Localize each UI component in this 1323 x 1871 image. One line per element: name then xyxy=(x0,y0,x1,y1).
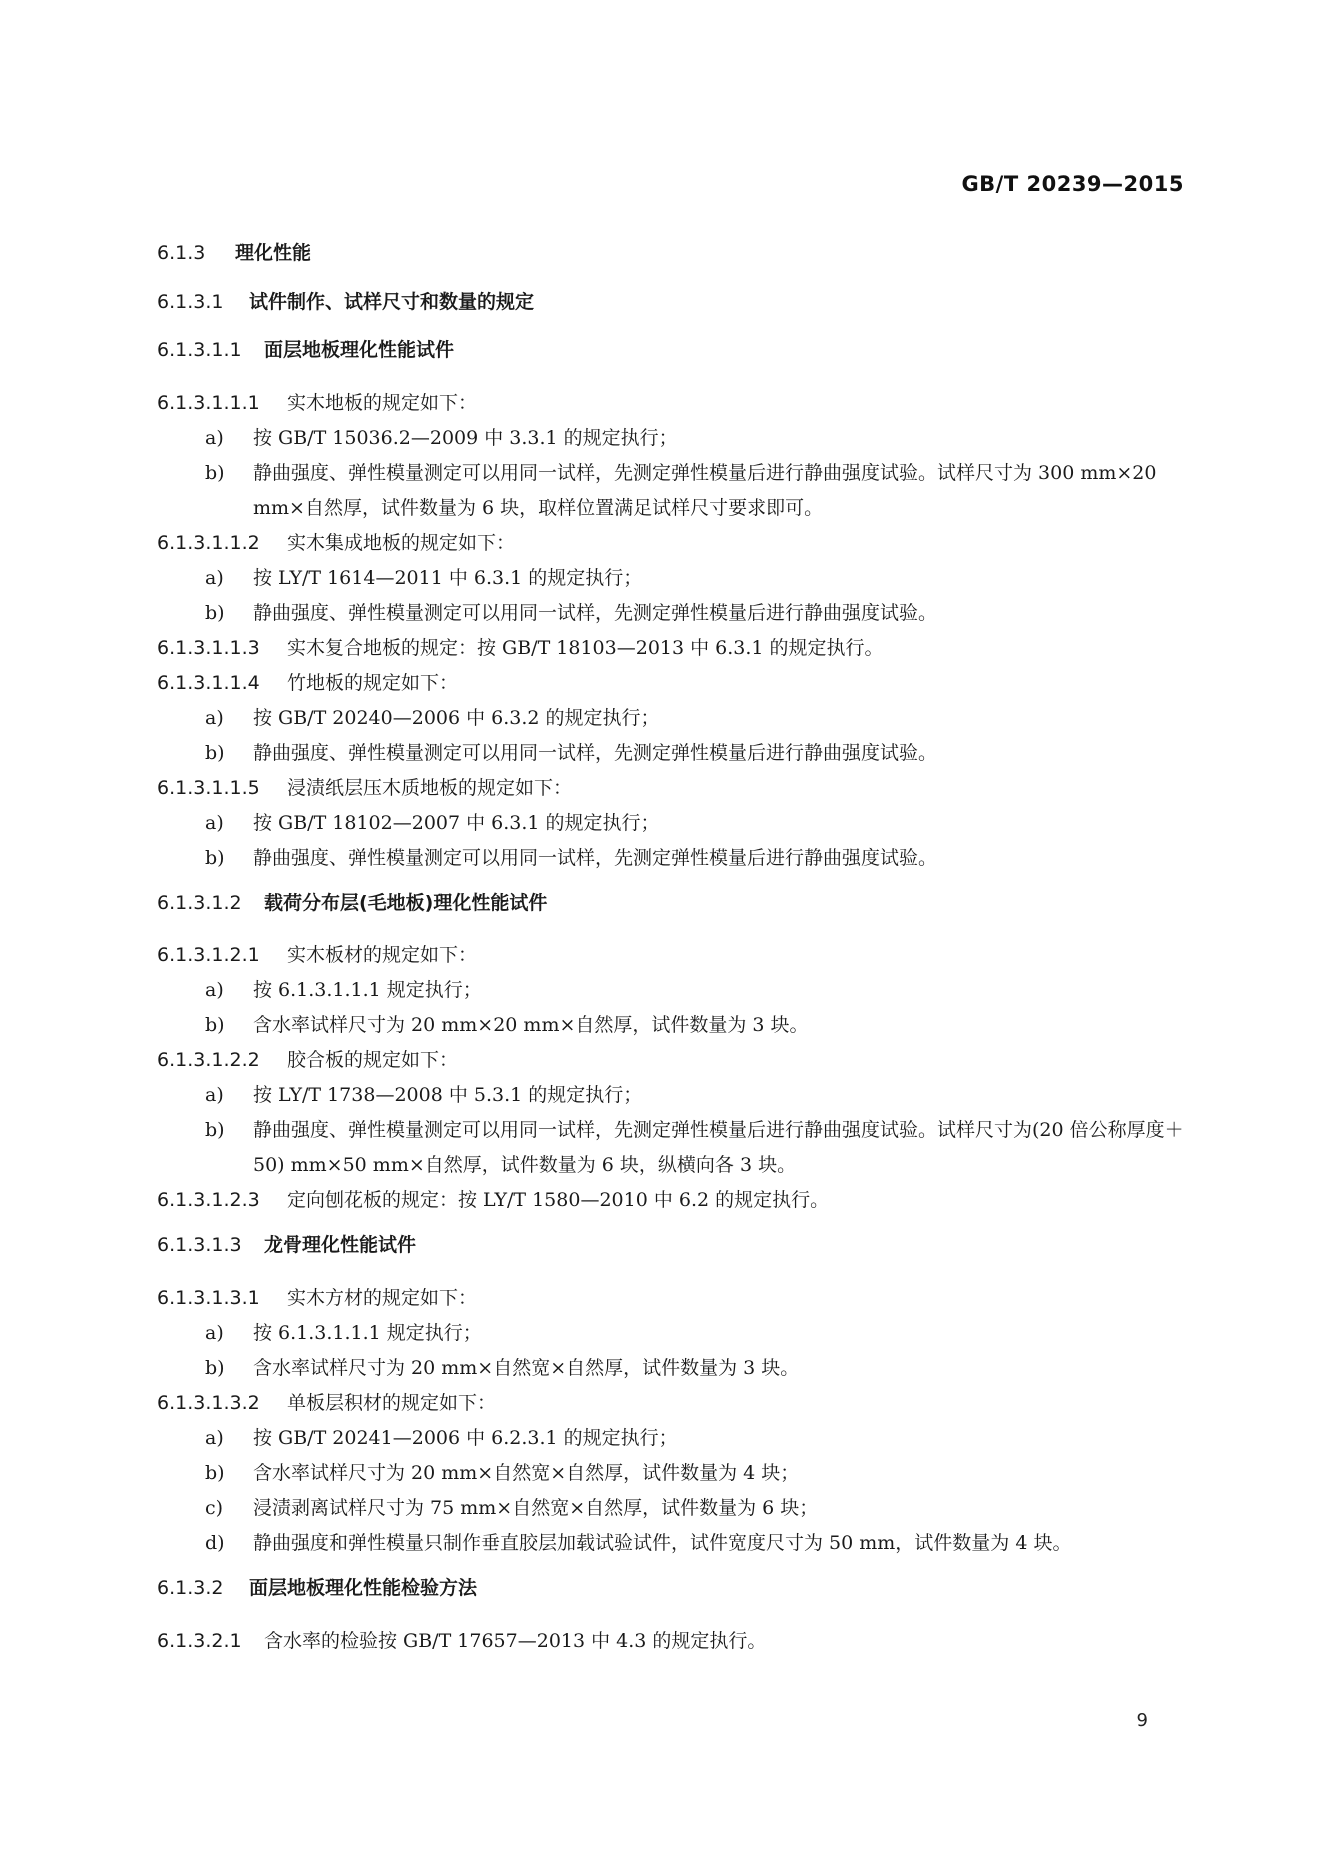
section-heading-6-1-3-1-1 xyxy=(157,337,1187,364)
list-item xyxy=(157,456,1187,526)
section-heading-6-1-3-1 xyxy=(157,289,1187,316)
section-number: 6.1.3.1.1 xyxy=(157,339,242,362)
clause-text: 实木地板的规定如下： xyxy=(287,391,478,414)
clause-6-1-3-1-1-5 xyxy=(157,771,1187,806)
list-item xyxy=(157,1526,1187,1561)
list-item xyxy=(157,1008,1187,1043)
list-marker: a) xyxy=(205,811,224,834)
clause-number: 6.1.3.1.1.5 xyxy=(157,776,260,799)
clause-number: 6.1.3.1.3.2 xyxy=(157,1391,260,1414)
clause-text: 胶合板的规定如下： xyxy=(287,1049,459,1072)
list-item-text: 静曲强度、弹性模量测定可以用同一试样，先测定弹性模量后进行静曲强度试验。试样尺寸为(20 倍公称厚度＋50) mm×50 mm×自然厚，试件数量为 6 块，纵横向各 3 块。 xyxy=(253,1119,1184,1177)
list-item xyxy=(157,841,1187,876)
section-title: 载荷分布层(毛地板)理化性能试件 xyxy=(264,891,548,914)
section-number: 6.1.3.1 xyxy=(157,290,224,313)
section-heading-6-1-3-2 xyxy=(157,1575,1187,1602)
clause-6-1-3-1-2-3 xyxy=(157,1183,1187,1218)
section-number: 6.1.3.1.2 xyxy=(157,891,242,914)
clause-text: 实木复合地板的规定：按 GB/T 18103—2013 中 6.3.1 的规定执行。 xyxy=(287,636,884,659)
clause-number: 6.1.3.1.1.1 xyxy=(157,391,260,414)
list-item xyxy=(157,1316,1187,1351)
list-item xyxy=(157,1456,1187,1491)
list-marker: b) xyxy=(205,1461,225,1484)
list-item-text: 静曲强度、弹性模量测定可以用同一试样，先测定弹性模量后进行静曲强度试验。试样尺寸为 300 mm×20 mm×自然厚，试件数量为 6 块，取样位置满足试样尺寸要求即可。 xyxy=(253,461,1157,519)
clause-text: 实木集成地板的规定如下： xyxy=(287,531,516,554)
section-number: 6.1.3.1.3 xyxy=(157,1234,242,1257)
clause-6-1-3-1-1-3 xyxy=(157,631,1187,666)
list-item-text: 静曲强度、弹性模量测定可以用同一试样，先测定弹性模量后进行静曲强度试验。 xyxy=(253,601,938,624)
list-item-text: 含水率试样尺寸为 20 mm×自然宽×自然厚，试件数量为 3 块。 xyxy=(253,1356,800,1379)
clause-text: 浸渍纸层压木质地板的规定如下： xyxy=(287,776,573,799)
section-title: 试件制作、试样尺寸和数量的规定 xyxy=(249,290,535,313)
clause-text: 竹地板的规定如下： xyxy=(287,671,459,694)
list-item-text: 按 LY/T 1614—2011 中 6.3.1 的规定执行； xyxy=(253,566,643,589)
section-number: 6.1.3.2 xyxy=(157,1576,224,1599)
section-title: 龙骨理化性能试件 xyxy=(264,1234,417,1257)
list-marker: b) xyxy=(205,741,225,764)
document-body xyxy=(157,240,1187,1659)
list-item-text: 按 GB/T 20241—2006 中 6.2.3.1 的规定执行； xyxy=(253,1426,678,1449)
list-marker: b) xyxy=(205,846,225,869)
list-marker: d) xyxy=(205,1531,225,1554)
list-item-text: 浸渍剥离试样尺寸为 75 mm×自然宽×自然厚，试件数量为 6 块； xyxy=(253,1496,819,1519)
list-item-text: 按 6.1.3.1.1.1 规定执行； xyxy=(253,979,482,1002)
list-item xyxy=(157,1491,1187,1526)
clause-6-1-3-1-2-1 xyxy=(157,938,1187,973)
section-title: 理化性能 xyxy=(235,242,312,264)
clause-number: 6.1.3.1.3.1 xyxy=(157,1286,260,1309)
list-marker: a) xyxy=(205,1084,224,1107)
list-marker: a) xyxy=(205,1321,224,1344)
section-number: 6.1.3 xyxy=(157,242,206,264)
clause-number: 6.1.3.1.2.3 xyxy=(157,1189,260,1212)
clause-6-1-3-2-1 xyxy=(157,1624,1187,1659)
list-item-text: 按 GB/T 15036.2—2009 中 3.3.1 的规定执行； xyxy=(253,426,678,449)
clause-6-1-3-1-3-2 xyxy=(157,1386,1187,1421)
list-item xyxy=(157,596,1187,631)
list-item xyxy=(157,973,1187,1008)
clause-6-1-3-1-1-4 xyxy=(157,666,1187,701)
list-marker: c) xyxy=(205,1496,224,1519)
clause-number: 6.1.3.1.1.4 xyxy=(157,671,260,694)
list-marker: b) xyxy=(205,461,225,484)
list-marker: a) xyxy=(205,566,224,589)
clause-number: 6.1.3.1.2.2 xyxy=(157,1049,260,1072)
clause-text: 实木方材的规定如下： xyxy=(287,1286,478,1309)
clause-6-1-3-1-1-1 xyxy=(157,386,1187,421)
list-item-text: 静曲强度、弹性模量测定可以用同一试样，先测定弹性模量后进行静曲强度试验。 xyxy=(253,846,938,869)
section-heading-6-1-3-1-3 xyxy=(157,1232,1187,1259)
list-marker: a) xyxy=(205,1426,224,1449)
section-heading-6-1-3 xyxy=(157,240,1187,267)
list-item xyxy=(157,736,1187,771)
clause-6-1-3-1-1-2 xyxy=(157,526,1187,561)
clause-text: 定向刨花板的规定：按 LY/T 1580—2010 中 6.2 的规定执行。 xyxy=(287,1189,830,1212)
section-title: 面层地板理化性能检验方法 xyxy=(249,1576,478,1599)
clause-number: 6.1.3.2.1 xyxy=(157,1629,242,1652)
list-item xyxy=(157,1113,1187,1183)
list-item xyxy=(157,701,1187,736)
standard-number: GB/T 20239—2015 xyxy=(961,172,1184,196)
list-item xyxy=(157,806,1187,841)
list-marker: b) xyxy=(205,1119,225,1142)
list-marker: a) xyxy=(205,979,224,1002)
clause-number: 6.1.3.1.1.3 xyxy=(157,636,260,659)
list-marker: a) xyxy=(205,706,224,729)
clause-text: 实木板材的规定如下： xyxy=(287,944,478,967)
list-marker: b) xyxy=(205,1356,225,1379)
list-item xyxy=(157,561,1187,596)
list-item-text: 含水率试样尺寸为 20 mm×20 mm×自然厚，试件数量为 3 块。 xyxy=(253,1014,809,1037)
clause-6-1-3-1-2-2 xyxy=(157,1043,1187,1078)
list-item-text: 静曲强度和弹性模量只制作垂直胶层加载试验试件，试件宽度尺寸为 50 mm，试件数量为 4 块。 xyxy=(253,1531,1072,1554)
list-item xyxy=(157,1351,1187,1386)
list-item-text: 含水率试样尺寸为 20 mm×自然宽×自然厚，试件数量为 4 块； xyxy=(253,1461,800,1484)
clause-6-1-3-1-3-1 xyxy=(157,1281,1187,1316)
clause-number: 6.1.3.1.2.1 xyxy=(157,944,260,967)
list-item xyxy=(157,421,1187,456)
section-title: 面层地板理化性能试件 xyxy=(264,339,455,362)
list-marker: b) xyxy=(205,1014,225,1037)
clause-number: 6.1.3.1.1.2 xyxy=(157,531,260,554)
page-number: 9 xyxy=(1136,1710,1148,1731)
list-item-text: 静曲强度、弹性模量测定可以用同一试样，先测定弹性模量后进行静曲强度试验。 xyxy=(253,741,938,764)
list-item xyxy=(157,1078,1187,1113)
section-heading-6-1-3-1-2 xyxy=(157,890,1187,917)
list-item-text: 按 GB/T 18102—2007 中 6.3.1 的规定执行； xyxy=(253,811,660,834)
list-item xyxy=(157,1421,1187,1456)
clause-text: 含水率的检验按 GB/T 17657—2013 中 4.3 的规定执行。 xyxy=(264,1629,767,1652)
clause-text: 单板层积材的规定如下： xyxy=(287,1391,497,1414)
list-marker: a) xyxy=(205,426,224,449)
list-item-text: 按 GB/T 20240—2006 中 6.3.2 的规定执行； xyxy=(253,706,660,729)
list-marker: b) xyxy=(205,601,225,624)
list-item-text: 按 LY/T 1738—2008 中 5.3.1 的规定执行； xyxy=(253,1084,643,1107)
list-item-text: 按 6.1.3.1.1.1 规定执行； xyxy=(253,1321,482,1344)
